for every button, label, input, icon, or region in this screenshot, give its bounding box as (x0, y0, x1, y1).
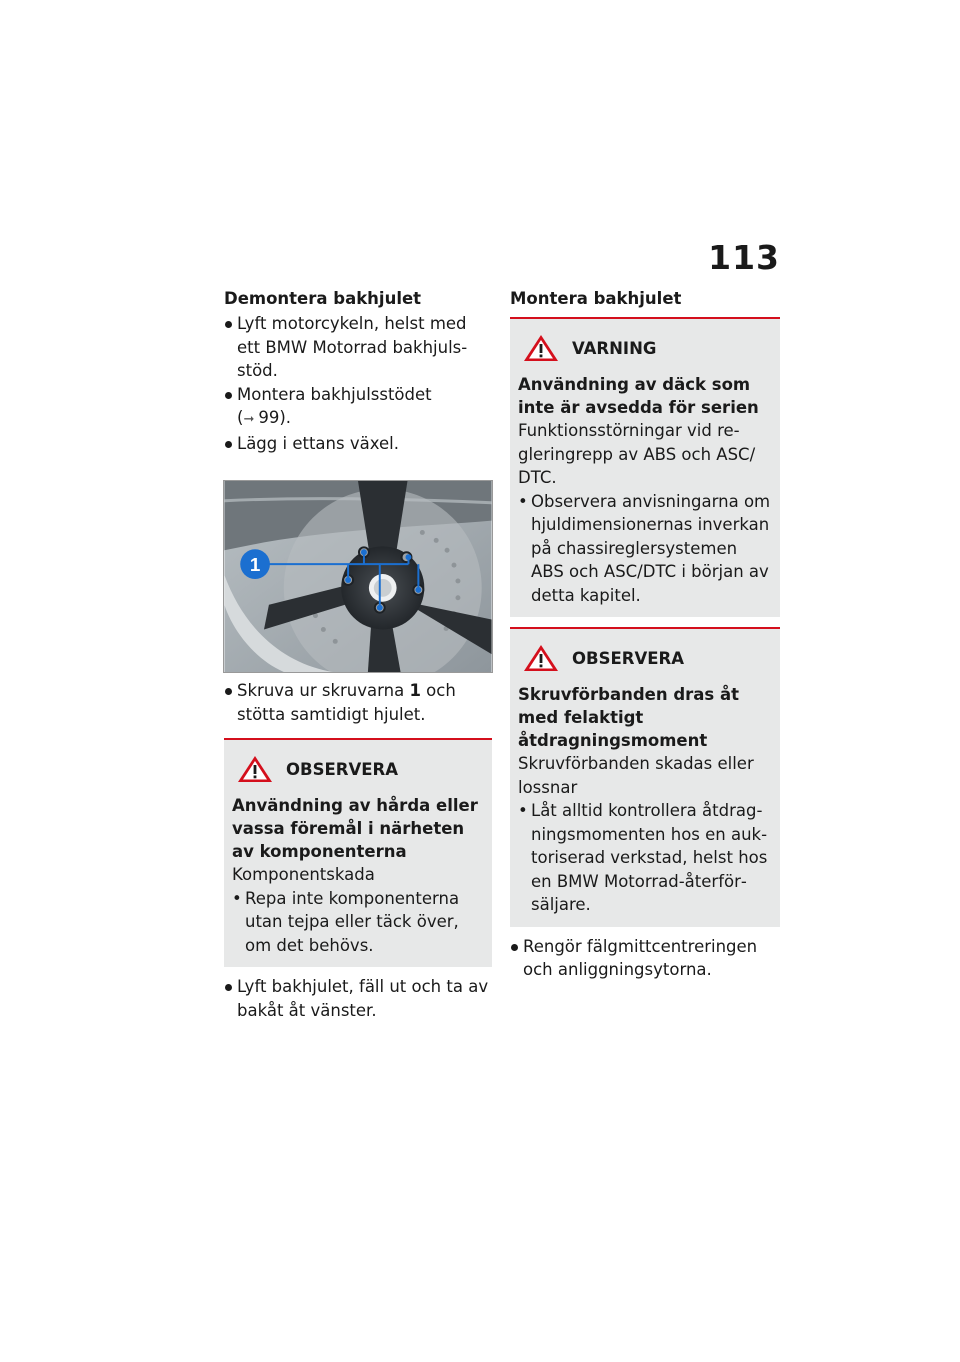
notice-heading: Skruvförbanden dras åt med felaktigt åtdragningsmoment (518, 685, 740, 750)
warning-triangle-icon (236, 754, 274, 784)
notice-heading: Användning av hårda eller vassa föremål i närheten av komponenterna (232, 796, 478, 861)
notice-consequence: Skruvförbanden skadas eller lossnar (518, 754, 754, 797)
warning-triangle-icon (522, 643, 560, 673)
remove-steps-list (224, 312, 492, 455)
warning-bullets (518, 490, 772, 608)
step-clean-rim: Rengör fälgmittcentreringen och anliggningsytorna. (510, 935, 780, 982)
warning-triangle-icon (522, 333, 560, 363)
warning-consequence: Funktionsstörningar vid regleringrepp av ABS och ASC/ DTC. (518, 421, 756, 487)
notice-bullets (232, 887, 484, 958)
right-column (510, 287, 780, 982)
notice-bullet: • Låt alltid kontrollera åtdragningsmomenten hos en auktoriserad verkstad, helst hos en BMW Motorrad-återförsäljare. (518, 799, 772, 917)
callout-label-1: 1 (249, 554, 261, 576)
notice-bullet: • Repa inte komponenterna utan tejpa eller täck över, om det behövs. (232, 887, 484, 958)
step-lift-motorcycle: Lyft motorcykeln, helst med ett BMW Motorrad bakhjulsstöd. (224, 312, 492, 383)
notice-title-text: OBSERVERA (286, 759, 398, 779)
warning-title (522, 333, 772, 363)
page-reference[interactable]: 99). (258, 408, 292, 427)
left-column (224, 287, 492, 1022)
section-heading-install-rear-wheel: Montera bakhjulet (510, 289, 682, 308)
notice-title (522, 643, 772, 673)
section-heading-remove-rear-wheel: Demontera bakhjulet (224, 289, 422, 308)
step-mount-stand (224, 383, 492, 432)
notice-consequence: Komponentskada (232, 865, 375, 884)
rear-wheel-bolts-photo (223, 480, 493, 673)
warning-title-text: VARNING (572, 338, 657, 358)
step-lift-wheel: Lyft bakhjulet, fäll ut och ta av bakåt åt vänster. (224, 975, 492, 1022)
step-remove-screws-after: och stötta samtidigt hjulet. (237, 681, 456, 724)
screw-reference: 1 (409, 681, 421, 700)
page-number: 113 (708, 238, 780, 277)
ref-open-paren: ( (237, 408, 244, 427)
step-mount-stand-text: Montera bakhjulsstödet (237, 384, 432, 404)
warning-bullet: • Observera anvisningarna om hjuldimensionernas inverkan på chassireglersystemen ABS och ASC/DTC i början av detta kapitel. (518, 490, 772, 608)
notice-box-hard-objects (224, 738, 492, 967)
warning-box-tires (510, 317, 780, 617)
notice-bullets (518, 799, 772, 917)
step-first-gear: Lägg i ettans växel. (224, 432, 492, 456)
notice-box-torque (510, 627, 780, 927)
step-remove-screws-before: Skruva ur skruvarna (237, 681, 410, 700)
remove-steps-list-2 (224, 679, 492, 726)
notice-title (236, 754, 484, 784)
remove-steps-list-3 (224, 975, 492, 1022)
step-remove-screws (224, 679, 492, 726)
notice-title-text: OBSERVERA (572, 648, 684, 668)
arrow-reference-icon: ➞ (243, 412, 255, 427)
install-steps-list (510, 935, 780, 982)
warning-heading: Användning av däck som inte är avsedda för serien (518, 375, 759, 417)
